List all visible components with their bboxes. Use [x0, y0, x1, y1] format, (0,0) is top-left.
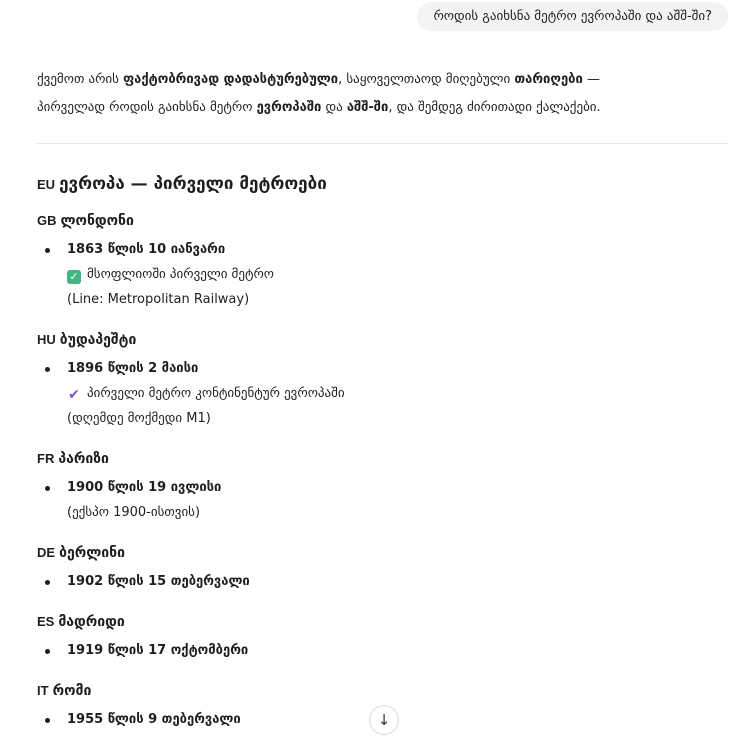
- intro-text-segment: —: [582, 72, 600, 87]
- section-heading: [37, 172, 727, 197]
- city-name: ბერლინი: [59, 545, 126, 561]
- intro-text-segment: , საყოველთაოდ მიღებული: [338, 72, 515, 87]
- check-mark-button-icon: ✓: [67, 270, 81, 284]
- city-extra: (ექსპო 1900-ისთვის): [67, 505, 201, 520]
- divider: [37, 143, 728, 144]
- city-es: [37, 611, 727, 663]
- opening-date: 1919 წლის 17 ოქტომბერი: [37, 638, 727, 663]
- check-mark-icon: ✔: [68, 387, 80, 403]
- city-hu: [37, 329, 727, 431]
- city-heading: [37, 329, 727, 351]
- city-de: [37, 542, 727, 594]
- country-code: HU: [37, 332, 56, 347]
- city-name: მადრიდი: [58, 614, 125, 630]
- city-heading: [37, 210, 727, 232]
- note-text: პირველი მეტრო კონტინენტურ ევროპაში: [87, 386, 345, 401]
- city-note: [37, 262, 727, 287]
- section-title: ევროპა — პირველი მეტროები: [59, 174, 327, 194]
- city-heading: [37, 448, 727, 470]
- intro-text-segment: ქვემოთ არის: [37, 72, 124, 87]
- response-content: [37, 172, 727, 749]
- city-list: [37, 210, 727, 732]
- country-code: ES: [37, 614, 55, 629]
- city-heading: [37, 611, 727, 633]
- intro-text-segment: პირველად როდის გაიხსნა მეტრო: [37, 100, 257, 115]
- intro-line-2: [37, 94, 727, 122]
- country-code: FR: [37, 451, 55, 466]
- opening-date: 1955 წლის 9 თებერვალი: [37, 707, 727, 732]
- opening-date: 1902 წლის 15 თებერვალი: [37, 569, 727, 594]
- intro-paragraph: [37, 66, 727, 122]
- intro-text-segment: , და შემდეგ ძირითადი ქალაქები.: [388, 100, 601, 115]
- intro-text-segment: თარიღები: [514, 72, 583, 87]
- country-code: IT: [37, 683, 49, 698]
- scroll-down-button[interactable]: [369, 705, 399, 735]
- city-fr: [37, 448, 727, 525]
- note-text: მსოფლიოში პირველი მეტრო: [87, 267, 275, 282]
- city-heading: [37, 542, 727, 564]
- city-name: პარიზი: [58, 451, 109, 467]
- opening-date: 1863 წლის 10 იანვარი: [37, 237, 727, 262]
- user-message-bubble: როდის გაიხსნა მეტრო ევროპაში და აშშ-ში?: [417, 2, 728, 31]
- opening-date: 1896 წლის 2 მაისი: [37, 356, 727, 381]
- region-code: EU: [37, 177, 56, 192]
- intro-line-1: [37, 66, 727, 94]
- intro-text-segment: აშშ-ში: [346, 100, 389, 115]
- city-heading: [37, 680, 727, 702]
- opening-date: 1900 წლის 19 ივლისი: [37, 475, 727, 500]
- intro-text-segment: და: [321, 100, 347, 115]
- city-name: ბუდაპეშტი: [59, 332, 137, 348]
- arrow-down-icon: ↓: [377, 711, 391, 729]
- city-gb: [37, 210, 727, 312]
- city-name: ლონდონი: [60, 213, 134, 229]
- country-code: DE: [37, 545, 56, 560]
- country-code: GB: [37, 213, 57, 228]
- intro-text-segment: ევროპაში: [256, 100, 322, 115]
- city-note: [37, 381, 727, 406]
- city-extra: (Line: Metropolitan Railway): [67, 292, 250, 307]
- city-name: რომი: [52, 683, 92, 699]
- city-extra: (დღემდე მოქმედი M1): [67, 411, 211, 426]
- intro-text-segment: ფაქტობრივად დადასტურებული: [123, 72, 339, 87]
